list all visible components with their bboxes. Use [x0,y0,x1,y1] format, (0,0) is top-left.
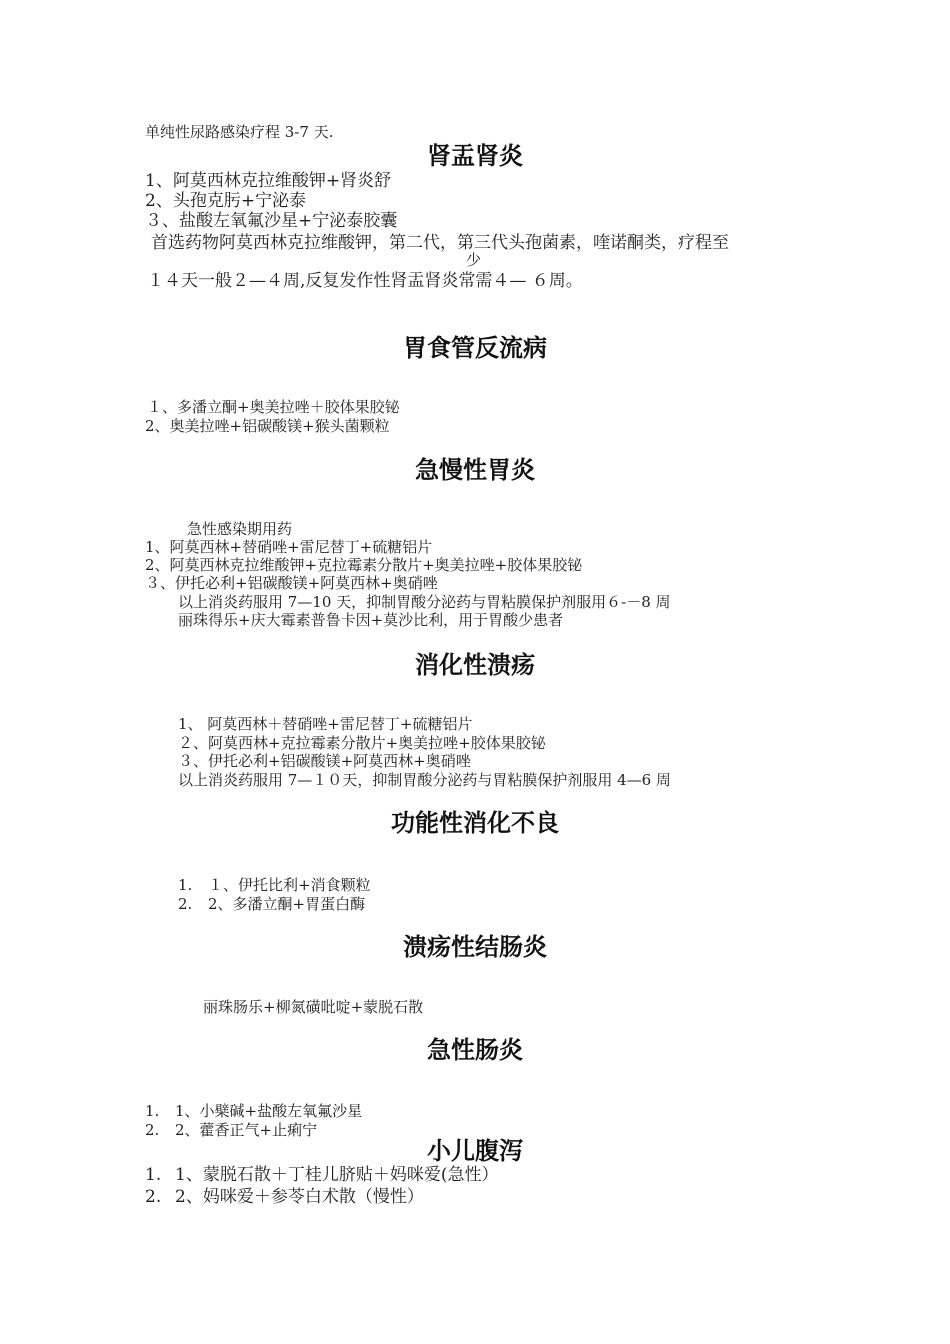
section-title-gerd: 胃食管反流病 [403,334,547,362]
list-item: 2、阿莫西林克拉维酸钾+克拉霉素分散片+奥美拉唑+胶体果胶铋 [145,556,583,574]
list-item [145,1165,498,1185]
list-number: 2. [145,1121,160,1139]
list-number: 1. [145,1165,162,1185]
list-item: ２、阿莫西林+克拉霉素分散片+奥美拉唑+胶体果胶铋 [178,734,546,752]
list-item: 丽珠肠乐+柳氮磺吡啶+蒙脱石散 [203,998,424,1016]
list-item: 1、阿莫西林+替硝唑+雷尼替丁+硫糖铝片 [145,538,433,556]
section-title-pyelonephritis: 肾盂肾炎 [427,142,523,170]
note-text: 丽珠得乐+庆大霉素普鲁卡因+莫沙比利，用于胃酸少患者 [178,611,564,629]
section-title-gastritis: 急慢性胃炎 [415,456,535,484]
list-item: ３、盐酸左氧氟沙星+宁泌泰胶囊 [145,211,398,231]
list-item-text: 1、小檗碱+盐酸左氧氟沙星 [175,1102,363,1120]
list-item-text: 2、妈咪爱＋参苓白术散（慢性） [175,1187,424,1207]
list-item-text: 2、多潘立酮+胃蛋白酶 [208,895,366,913]
list-item: 2、头孢克肟+宁泌泰 [145,191,307,211]
list-item: 2、奥美拉唑+铝碳酸镁+猴头菌颗粒 [145,417,390,435]
list-number: 1. [178,876,193,894]
list-number: 2. [145,1187,162,1207]
note-text: 以上消炎药服用 7—１０天，抑制胃酸分泌药与胃粘膜保护剂服用 4—6 周 [178,771,671,789]
note-text-wrap: 少 [466,251,482,269]
list-number: 2. [178,895,193,913]
section-title-dyspepsia: 功能性消化不良 [391,809,559,837]
intro-text: 单纯性尿路感染疗程 3-7 天. [145,123,334,141]
section-title-ulcerative-colitis: 溃疡性结肠炎 [403,933,547,961]
list-item [178,895,365,913]
list-item: ３、伊托必利+铝碳酸镁+阿莫西林+奥硝唑 [145,574,438,592]
section-title-peptic-ulcer: 消化性溃疡 [415,651,535,679]
list-item: １、多潘立酮+奥美拉唑＋胶体果胶铋 [147,398,400,416]
note-text: 以上消炎药服用 7—10 天，抑制胃酸分泌药与胃粘膜保护剂服用６-－8 周 [178,593,671,611]
list-item-text: １、伊托比利+消食颗粒 [208,876,371,894]
note-text: 首选药物阿莫西林克拉维酸钾，第二代，第三代头孢菌素，喹诺酮类，疗程至 [151,233,729,253]
list-item [145,1187,424,1207]
list-item: 1、阿莫西林克拉维酸钾+肾炎舒 [145,171,392,191]
list-item [145,1102,362,1120]
section-title-infant-diarrhea: 小儿腹泻 [427,1137,523,1165]
list-item: 1、 阿莫西林＋替硝唑+雷尼替丁+硫糖铝片 [178,715,473,733]
list-item: ３、伊托必利+铝碳酸镁+阿莫西林+奥硝唑 [178,752,471,770]
list-number: 1. [145,1102,160,1120]
note-text: １４天一般２—４周,反复发作性肾盂肾炎常需４— ６周。 [147,271,583,291]
list-item [178,876,371,894]
list-item-text: 1、蒙脱石散＋丁桂儿脐贴＋妈咪爱(急性） [175,1165,499,1185]
list-item-text: 2、藿香正气+止痢宁 [175,1121,318,1139]
subheading-text: 急性感染期用药 [187,520,293,538]
section-title-enteritis: 急性肠炎 [427,1036,523,1064]
